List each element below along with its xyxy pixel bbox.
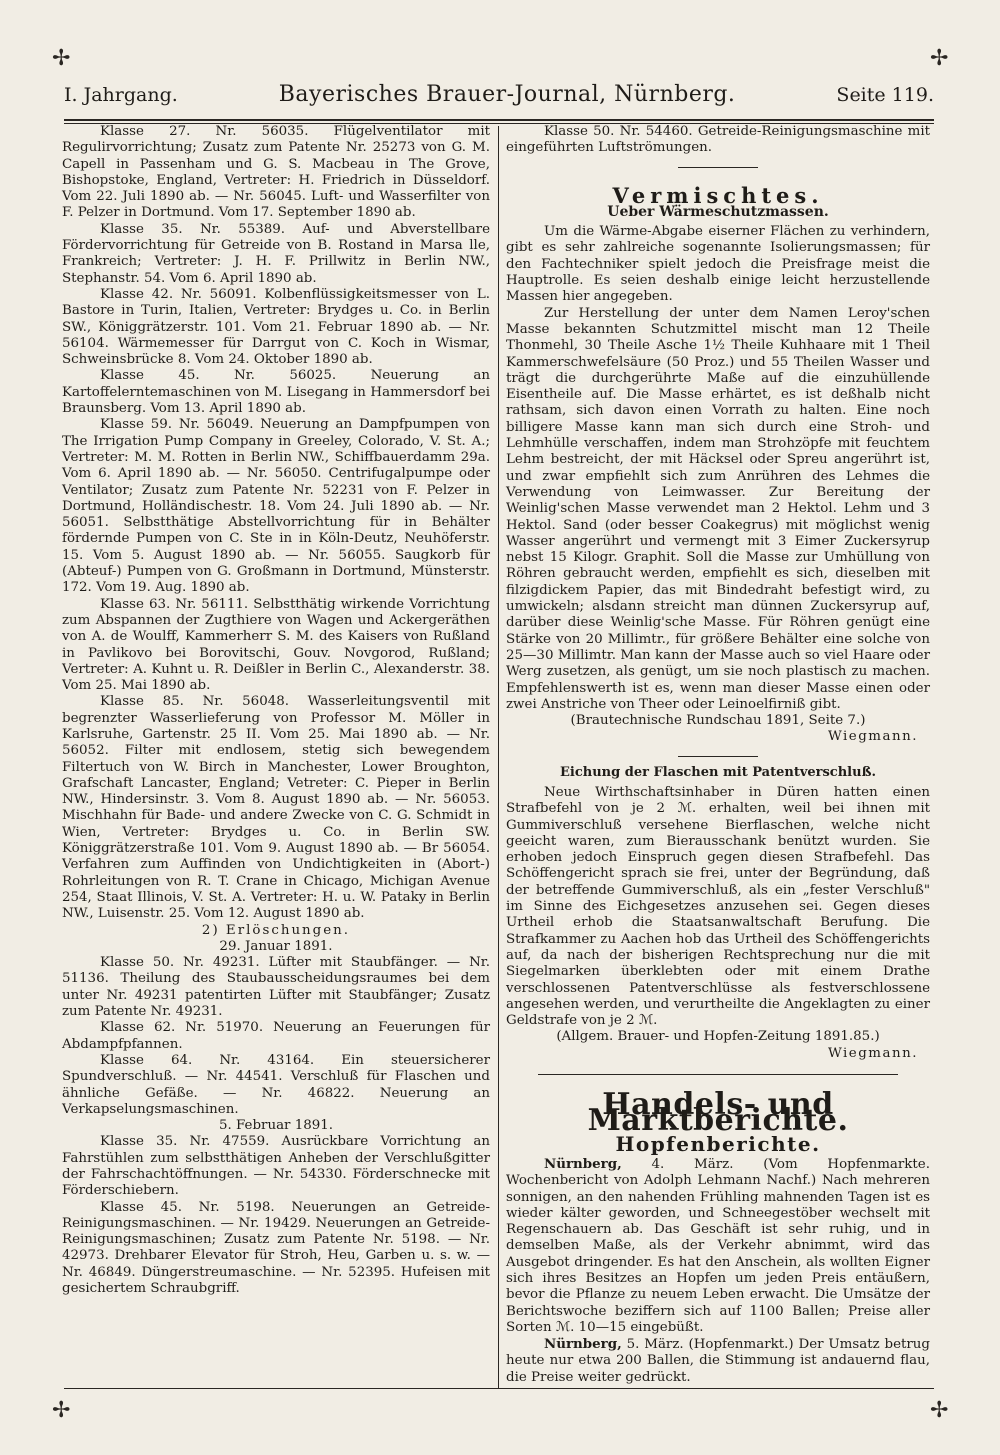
date-heading: 5. Februar 1891. [218,1118,334,1134]
source-citation: (Allgem. Brauer- und Hopfen-Zeitung 1891.85.) [556,1029,880,1045]
page-number: Seite 119. [836,84,934,106]
date-heading: 29. Januar 1891. [219,938,333,954]
patent-entry: Klasse 45. Nr. 5198. Neuerungen an Getreide-Reinigungsmaschinen. — Nr. 19429. Neuerungen an Getreide-Reinigungsmaschinen; Zusatz zum Patente Nr. 5198. — Nr. 42973. Drehbarer Elevator für Stroh, Heu, Garben u. s. w. — Nr. 46849. Düngerstreumaschine. — Nr. 52395. Hufeisen mit gesichertem Schraubgriff. [62,1199,490,1297]
source-citation: (Brautechnische Rundschau 1891, Seite 7.) [570,713,866,729]
article-paragraph: Neue Wirthschaftsinhaber in Düren hatten einen Strafbefehl von je 2 ℳ. erhalten, weil bei ihnen mit Gummiverschluß versehene Bierflaschen, welche nicht geeicht waren, zum Bierausschank benützt wurden. Sie erhoben jedoch Einspruch gegen diesen Strafbefehl. Das Schöffengericht sprach sie frei, unter der Begründung, daß der betreffende Gummiverschluß, als ein „fester Verschluß" im Sinne des Eichgesetzes anzusehen sei. Gegen dieses Urtheil erhob die Staatsanwaltschaft Berufung. Die Strafkammer zu Aachen hob das Urtheil des Schöffengerichts auf, da nach der bisherigen Rechtsprechung nur die mit Siegelmarken überklebten oder mit einem Drathe verschlossenen Patentverschlüsse als festverschlossene angesehen werden, und verurtheilte die Angeklagten zu einer Geldstrafe von je 2 ℳ. [506,784,930,1029]
report-text: 5. März. (Hopfenmarkt.) Der Umsatz betrug heute nur etwa 200 Ballen, die Stimmung ist andauernd flau, die Preise weiter gedrückt. [506,1337,930,1385]
corner-ornament-icon: ✢ [930,1398,949,1423]
author-signature: Wiegmann. [828,729,918,745]
patent-entry: Klasse 27. Nr. 56035. Flügelventilator mit Regulirvorrichtung; Zusatz zum Patente Nr. 25273 von G. M. Capell in Passenham und G. S. Macbeau in The Grove, Bishopstoke, England, Vertreter: H. Friedrich in Düsseldorf. Vom 22. Juli 1890 ab. — Nr. 56045. Luft- und Wasserfilter von F. Pelzer in Dortmund. Vom 17. September 1890 ab. [62,124,490,221]
market-report [506,1336,930,1386]
patent-entry: Klasse 35. Nr. 47559. Ausrückbare Vorrichtung an Fahrstühlen zum selbstthätigen Anheben der Verschlußgitter der Fahrschachtöffnungen. — Nr. 54330. Förderschnecke mit Förderschiebern. [62,1134,490,1199]
market-report [506,1156,930,1336]
corner-ornament-icon: ✢ [52,46,71,71]
journal-title: Bayerisches Brauer-Journal, Nürnberg. [278,82,736,107]
report-location: Nürnberg, [544,1155,622,1172]
patent-entry: Klasse 85. Nr. 56048. Wasserleitungsventil mit begrenzter Wasserlieferung von Professor M. Möller in Karlsruhe, Gartenstr. 25 II. Vom 25. Mai 1890 ab. — Nr. 56052. Filter mit endlosem, stetig sich bewegendem Filtertuch von W. Birch in Manchester, Lower Broughton, Grafschaft Lancaster, England; Vetreter: C. Pieper in Berlin NW., Hindersinstr. 3. Vom 8. August 1890 ab. — Nr. 56053. Mischhahn für Bade- und andere Zwecke von C. G. Schmidt in Wien, Vertreter: Brydges u. Co. in Berlin SW. Königgrätzerstraße 101. Vom 9. August 1890 ab. — Br 56054. Verfahren zum Auffinden von Undichtigkeiten in (Abort-) Rohrleitungen von R. T. Crane in Chicago, Michigan Avenue 254, Staat Illinois, V. St. A. Vertreter: H. u. W. Pataky in Berlin NW., Luisenstr. 25. Vom 12. August 1890 ab. [62,694,490,922]
patent-entry: Klasse 35. Nr. 55389. Auf- und Abverstellbare Fördervorrichtung für Getreide von B. Rostand in Marsa lle, Frankreich; Vertreter: J. H. F. Prillwitz in Berlin NW., Stephanstr. 54. Vom 6. April 1890 ab. [62,221,490,286]
section-rule [678,167,758,168]
footer-rule [64,1388,934,1389]
volume-label: I. Jahrgang. [64,84,178,106]
patent-entry: Klasse 42. Nr. 56091. Kolbenflüssigkeitsmesser von L. Bastore in Turin, Italien, Vertreter: Brydges u. Co. in Berlin SW., Königgrätzerstr. 101. Vom 21. Februar 1890 ab. — Nr. 56104. Wärmemesser für Darrgut von C. Koch in Wismar, Schweinsbrücke 8. Vom 24. Oktober 1890 ab. [62,286,490,368]
section-rule [538,1074,898,1075]
corner-ornament-icon: ✢ [52,1398,71,1423]
section-title-handelsberichte: Handels- und Marktberichte. [587,1087,849,1139]
article-title: Ueber Wärmeschutzmassen. [607,203,829,220]
patent-entry: Klasse 64. Nr. 43164. Ein steuersicherer Spundverschluß. — Nr. 44541. Verschluß für Flaschen und ähnliche Gefäße. — Nr. 46822. Neuerung an Verkapselungsmaschinen. [62,1052,490,1117]
right-column [506,124,930,1386]
article-paragraph: Zur Herstellung der unter dem Namen Leroy'schen Masse bekannten Schutzmittel mischt man 12 Theile Thonmehl, 30 Theile Asche 1½ Theile Kuhhaare mit 1 Theil Kammerschwefelsäure (50 Proz.) und 55 Theilen Wasser und trägt die durchgerührte Maße auf die einzuhüllende Eisentheile auf. Die Masse erhärtet, es ist deßhalb nicht rathsam, sich davon einen Vorrath zu halten. Eine noch billigere Masse kann man sich durch eine Stroh- und Lehmhülle verschaffen, indem man Strohzöpfe mit feuchtem Lehm bestreicht, der mit Häcksel oder Spreu angerührt ist, und zwar empfiehlt sich zum Anrühren des Lehmes die Verwendung von Leimwasser. Zur Bereitung der Weinlig'schen Masse verwendet man 2 Hektol. Lehm und 3 Hektol. Sand (oder besser Coakegrus) mit möglichst wenig Wasser angerührt und vermengt mit 3 Eimer Zuckersyrup nebst 15 Kilogr. Graphit. Soll die Masse zur Umhüllung von Röhren gebraucht werden, empfiehlt es sich, dieselben mit filzigdickem Papier, das mit Bindedraht befestigt wird, zu umwickeln; alsdann streicht man dünnen Zuckersyrup auf, darüber diese Weinlig'sche Masse. Für Röhren genügt eine Stärke von 20 Millimtr., für größere Behälter eine solche von 25—30 Millimtr. Man kann der Masse auch so viel Haare oder Werg zusetzen, als genügt, um sie noch plastisch zu machen. Empfehlenswerth ist es, wenn man dieser Masse einen oder zwei Anstriche von Theer oder Leinoelfirniß gibt. [506,305,930,712]
header-rule [64,119,934,121]
left-column [62,124,490,1297]
article-title: Eichung der Flaschen mit Patentverschluß. [560,764,876,780]
patent-entry: Klasse 50. Nr. 49231. Lüfter mit Staubfänger. — Nr. 51136. Theilung des Staubausscheidungsraumes bei dem unter Nr. 49231 patentirten Lüfter mit Staubfänger; Zusatz zum Patente Nr. 49231. [62,955,490,1020]
patent-entry: Klasse 50. Nr. 54460. Getreide-Reinigungsmaschine mit eingeführten Luftströmungen. [506,124,930,156]
column-divider [498,126,499,1388]
subsection-title-hopfenberichte: Hopfenberichte. [615,1131,821,1156]
article-paragraph: Um die Wärme-Abgabe eiserner Flächen zu verhindern, gibt es sehr zahlreiche sogenannte Isolierungsmassen; für den Fachtechniker spielt jedoch die Preisfrage meist die Hauptrolle. Es seien deshalb einige leicht herzustellende Massen hier angegeben. [506,224,930,305]
report-text: 4. März. (Vom Hopfenmarkte. Wochenbericht von Adolph Lehmann Nachf.) Nach mehreren sonnigen, an den nahenden Frühling mahnenden Tagen ist es wieder kälter geworden, und Schneegestöber wechselt mit Regenschauern ab. Das Geschäft ist sehr ruhig, und in demselben Maße, als der Verkehr abnimmt, wird das Ausgebot dringender. Es hat den Anschein, als wollten Eigner sich ihres Besitzes an Hopfen um jeden Preis entäußern, bevor die Pflanze zu neuem Leben erwacht. Die Umsätze der Berichtswoche beziffern sich auf 1100 Ballen; Preise aller Sorten ℳ. 10—15 eingebüßt. [506,1156,930,1335]
patent-entry: Klasse 45. Nr. 56025. Neuerung an Kartoffelerntemaschinen von M. Lisegang in Hammersdorf bei Braunsberg. Vom 13. April 1890 ab. [62,368,490,417]
section-rule [678,756,758,757]
patent-entry: Klasse 62. Nr. 51970. Neuerung an Feuerungen für Abdampfpfannen. [62,1020,490,1052]
corner-ornament-icon: ✢ [930,46,949,71]
section-heading: 2) Erlöschungen. [201,922,351,938]
report-location: Nürnberg, [544,1336,622,1353]
author-signature: Wiegmann. [828,1045,918,1061]
section-title-vermischtes: Vermischtes. [612,182,824,208]
page-header [64,82,934,116]
patent-entry: Klasse 59. Nr. 56049. Neuerung an Dampfpumpen von The Irrigation Pump Company in Greeley, Colorado, V. St. A.; Vertreter: M. M. Rotten in Berlin NW., Schiffbauerdamm 29a. Vom 6. April 1890 ab. — Nr. 56050. Centrifugalpumpe oder Ventilator; Zusatz zum Patente Nr. 52231 von F. Pelzer in Dortmund, Holländischestr. 18. Vom 24. Juli 1890 ab. — Nr. 56051. Selbstthätige Abstellvorrichtung für in Behälter fördernde Pumpen von C. Ste in in Köln-Deutz, Neuhöferstr. 15. Vom 5. August 1890 ab. — Nr. 56055. Saugkorb für (Abteuf-) Pumpen von G. Großmann in Dortmund, Münsterstr. 172. Vom 19. Aug. 1890 ab. [62,417,490,596]
patent-entry: Klasse 63. Nr. 56111. Selbstthätig wirkende Vorrichtung zum Abspannen der Zugthiere von Wagen und Ackergeräthen von A. de Woulff, Kammerherr S. M. des Kaisers von Rußland in Pavlikovo bei Borovitschi, Gouv. Novgorod, Rußland; Vertreter: A. Kuhnt u. R. Deißler in Berlin C., Alexanderstr. 38. Vom 25. Mai 1890 ab. [62,596,490,694]
